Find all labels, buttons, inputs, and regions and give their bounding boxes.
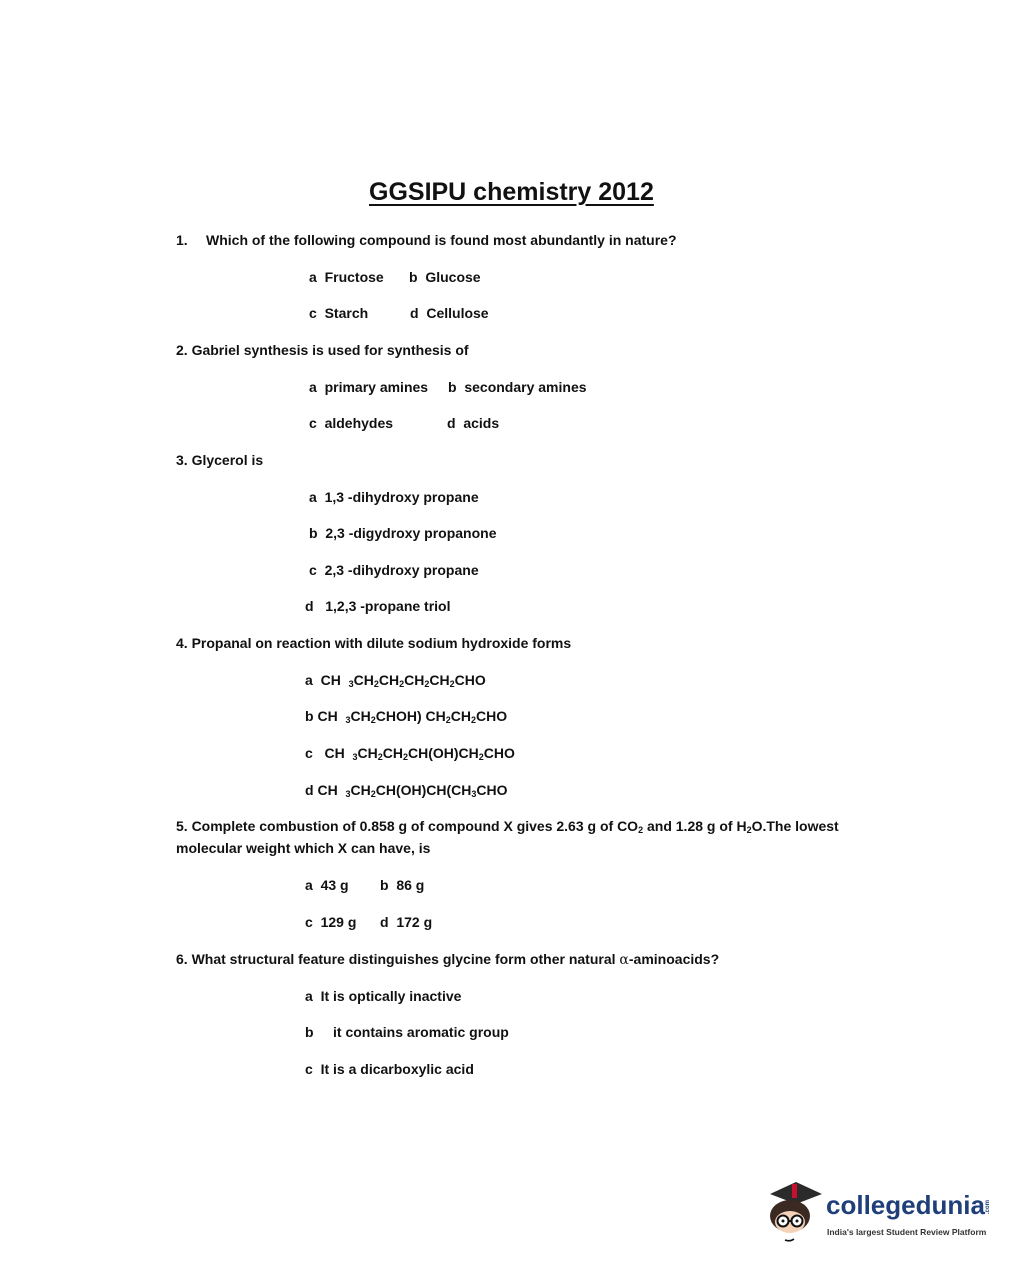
option-letter: a [305,877,313,893]
option-letter: d [305,782,314,798]
question-5-line-1 [176,818,839,835]
formula-part: CH [378,672,400,688]
question-text: -aminoacids? [628,951,720,967]
formula-part: CHO [454,672,486,688]
formula-sub: 3 [345,715,351,725]
formula-sub: 2 [746,825,752,835]
q2-option-a [309,379,428,395]
q5-option-a [305,877,349,893]
formula-sub: 2 [449,679,455,689]
formula-part: CHO [476,708,508,724]
q4-option-b [305,708,507,725]
q2-option-b [448,379,587,395]
option-letter: c [309,415,317,431]
option-text: acids [463,415,500,431]
q4-option-c [305,745,515,762]
formula-part: CH [382,745,403,761]
q6-option-b [305,1024,509,1040]
question-text: 6. What structural feature distinguishes glycine form other natural [176,951,620,967]
formula-part: CH [317,782,338,798]
option-letter: b [305,708,314,724]
q2-option-d [447,415,499,431]
option-letter: a [309,379,317,395]
formula-sub: 2 [478,752,484,762]
option-text: 2,3 -dihydroxy propane [324,562,479,578]
question-1-text: Which of the following compound is found most abundantly in nature? [206,232,677,248]
option-text: 129 g [320,914,357,930]
option-text: 2,3 -digydroxy propanone [325,525,497,541]
option-letter: b [448,379,457,395]
option-text: 1,2,3 -propane triol [325,598,451,614]
q5-option-d [380,914,432,930]
formula-part: CH [404,672,425,688]
option-text: It is a dicarboxylic acid [320,1061,474,1077]
option-text: Starch [324,305,369,321]
q6-option-a [305,988,461,1004]
formula-sub: 2 [377,752,383,762]
option-letter: d [447,415,456,431]
option-letter: c [309,305,317,321]
question-text: 5. Complete combustion of 0.858 g of compound X gives 2.63 g of CO [176,818,639,834]
question-6-text [176,951,719,968]
option-text: 1,3 -dihydroxy propane [324,489,479,505]
formula-sub: 2 [638,825,644,835]
q4-option-d [305,782,508,799]
option-letter: d [380,914,389,930]
option-text: 86 g [396,877,425,893]
q6-option-c [305,1061,474,1077]
option-letter: d [305,598,314,614]
collegedunia-mascot-icon [766,1176,824,1248]
q1-option-b [409,269,481,285]
question-3-text: 3. Glycerol is [176,452,264,468]
option-letter: a [305,988,313,1004]
formula-sub: 2 [370,715,376,725]
formula-sub: 2 [424,679,430,689]
formula-sub: 2 [399,679,405,689]
question-1-number: 1. [176,232,188,248]
option-text: it contains aromatic group [333,1024,509,1040]
formula-sub: 2 [370,789,376,799]
question-text: O.The lowest [751,818,839,834]
question-2-text: 2. Gabriel synthesis is used for synthesis of [176,342,469,358]
formula-part: CHOH) CH [375,708,446,724]
option-letter: b [309,525,318,541]
formula-sub: 2 [373,679,379,689]
option-text: primary amines [324,379,429,395]
formula-part: CH(OH)CH(CH [375,782,472,798]
question-4-text: 4. Propanal on reaction with dilute sodium hydroxide forms [176,635,572,651]
option-text: 43 g [320,877,349,893]
formula-sub: 2 [470,715,476,725]
formula-part: CHO [483,745,515,761]
option-letter: b [305,1024,314,1040]
option-letter: b [409,269,418,285]
formula-part: CH(OH)CH [408,745,479,761]
option-text: Cellulose [426,305,489,321]
formula-part: CH [450,708,471,724]
logo-com-suffix: .com [985,1200,991,1215]
option-letter: a [309,489,317,505]
q5-option-b [380,877,424,893]
question-text: and 1.28 g of H [643,818,747,834]
option-text: aldehydes [324,415,394,431]
q1-option-a [309,269,384,285]
formula-part: CH [317,708,338,724]
formula-part: CH [350,708,371,724]
formula-sub: 3 [345,789,351,799]
option-letter: b [380,877,389,893]
formula-part: CH [353,672,374,688]
formula-part: CH [320,672,341,688]
alpha-symbol: α [619,952,629,968]
q5-option-c [305,914,356,930]
formula-sub: 2 [402,752,408,762]
option-text: 172 g [396,914,433,930]
option-text: It is optically inactive [320,988,462,1004]
formula-part: CH [324,745,345,761]
q3-option-a [309,489,479,505]
formula-part: CHO [476,782,508,798]
formula-part: CH [350,782,371,798]
q3-option-d [305,598,450,614]
formula-part: CH [429,672,450,688]
option-text: Fructose [324,269,384,285]
formula-sub: 3 [348,679,354,689]
option-text: secondary amines [464,379,587,395]
option-text: Glucose [425,269,481,285]
option-letter: c [305,1061,313,1077]
option-letter: c [309,562,317,578]
question-5-line-2: molecular weight which X can have, is [176,840,431,856]
q3-option-c [309,562,479,578]
page-title: GGSIPU chemistry 2012 [369,178,654,206]
option-letter: a [305,672,313,688]
collegedunia-logo-text: collegedunia [826,1190,985,1220]
formula-sub: 3 [352,752,358,762]
formula-sub: 2 [445,715,451,725]
logo-tagline: India's largest Student Review Platform [827,1227,987,1237]
q1-option-d [410,305,489,321]
q3-option-b [309,525,496,541]
q2-option-c [309,415,393,431]
option-letter: c [305,745,313,761]
q1-option-c [309,305,368,321]
option-letter: a [309,269,317,285]
formula-sub: 3 [471,789,477,799]
option-letter: c [305,914,313,930]
q4-option-a [305,672,486,689]
formula-part: CH [357,745,378,761]
option-letter: d [410,305,419,321]
